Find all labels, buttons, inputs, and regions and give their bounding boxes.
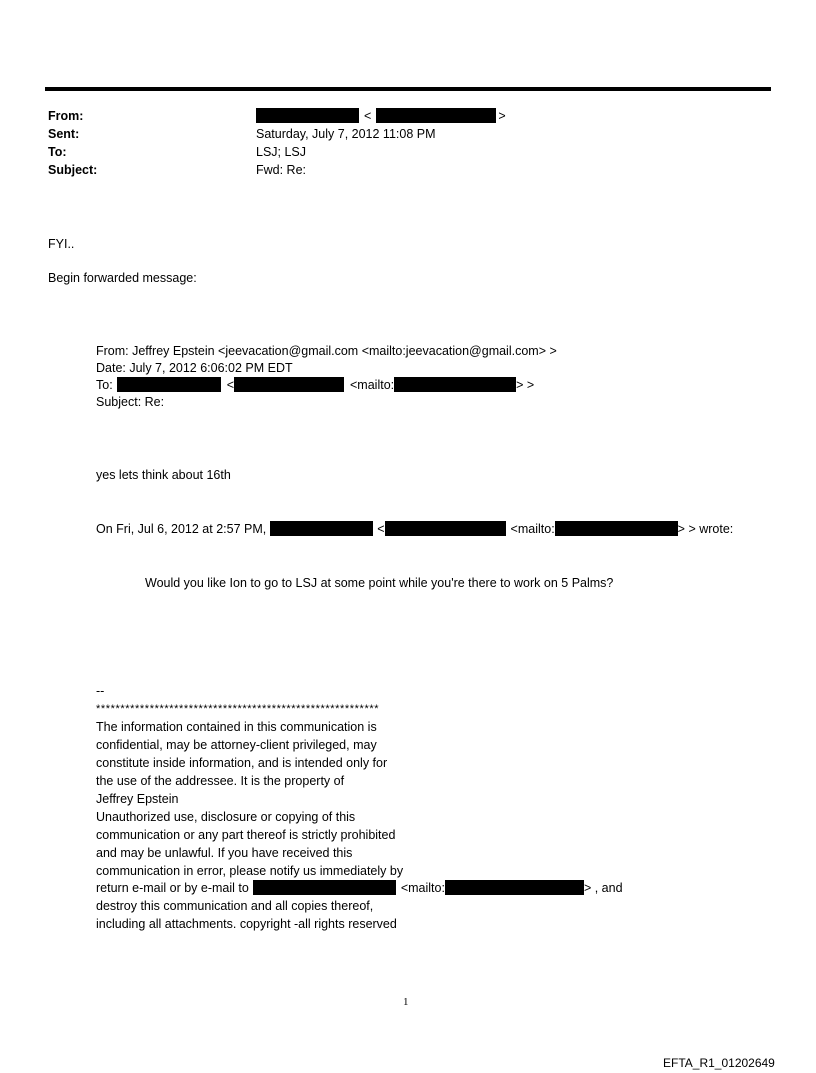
forwarded-to-lt: < bbox=[226, 378, 234, 392]
disclaimer-line: communication in error, please notify us immediately by bbox=[96, 864, 404, 878]
redaction-box bbox=[555, 521, 678, 536]
sent-value: Saturday, July 7, 2012 11:08 PM bbox=[256, 127, 436, 141]
forwarded-to-mailto: <mailto: bbox=[350, 378, 395, 392]
redaction-box bbox=[385, 521, 506, 536]
forwarded-date-line: Date: July 7, 2012 6:06:02 PM EDT bbox=[96, 361, 293, 375]
forwarded-to-end: > > bbox=[516, 378, 535, 392]
from-label: From: bbox=[48, 109, 84, 123]
page-number: 1 bbox=[403, 996, 409, 1008]
quote-prefix: On Fri, Jul 6, 2012 at 2:57 PM, bbox=[96, 522, 267, 536]
quote-mailto: <mailto: bbox=[510, 522, 555, 536]
from-close-bracket: > bbox=[498, 109, 506, 123]
forwarded-subject-line: Subject: Re: bbox=[96, 395, 165, 409]
begin-forwarded-text: Begin forwarded message: bbox=[48, 271, 197, 285]
subject-label: Subject: bbox=[48, 163, 98, 177]
forwarded-from-line: From: Jeffrey Epstein <jeevacation@gmail.com <mailto:jeevacation@gmail.com> > bbox=[96, 344, 557, 358]
signature-dashes: -- bbox=[96, 684, 105, 698]
reply-text: yes lets think about 16th bbox=[96, 468, 231, 482]
return-end: > , and bbox=[583, 881, 623, 895]
redaction-box bbox=[376, 108, 496, 123]
quote-attribution bbox=[96, 521, 733, 537]
redaction-box bbox=[117, 377, 221, 392]
disclaimer-line: confidential, may be attorney-client privileged, may bbox=[96, 738, 377, 752]
return-mailto: <mailto: bbox=[400, 881, 445, 895]
disclaimer-line: constitute inside information, and is intended only for bbox=[96, 756, 388, 770]
disclaimer-line: and may be unlawful. If you have received this bbox=[96, 846, 353, 860]
subject-value: Fwd: Re: bbox=[256, 163, 307, 177]
from-open-bracket: < bbox=[364, 109, 372, 123]
header-rule bbox=[45, 87, 771, 91]
disclaimer-return-line bbox=[96, 880, 623, 896]
redaction-box bbox=[394, 377, 516, 392]
quoted-message: Would you like Ion to go to LSJ at some point while you're there to work on 5 Palms? bbox=[145, 576, 614, 590]
redaction-box bbox=[234, 377, 344, 392]
disclaimer-line: Jeffrey Epstein bbox=[96, 792, 179, 806]
to-label: To: bbox=[48, 145, 67, 159]
forwarded-to-prefix: To: bbox=[96, 378, 113, 392]
redaction-box bbox=[256, 108, 359, 123]
return-prefix: return e-mail or by e-mail to bbox=[96, 881, 249, 895]
disclaimer-line: the use of the addressee. It is the property of bbox=[96, 774, 345, 788]
to-value: LSJ; LSJ bbox=[256, 145, 307, 159]
disclaimer-line: Unauthorized use, disclosure or copying of this bbox=[96, 810, 356, 824]
bates-number: EFTA_R1_01202649 bbox=[663, 1056, 775, 1070]
disclaimer-line: The information contained in this communication is bbox=[96, 720, 377, 734]
sent-label: Sent: bbox=[48, 127, 80, 141]
disclaimer-line: including all attachments. copyright -all rights reserved bbox=[96, 917, 397, 931]
fyi-text: FYI.. bbox=[48, 237, 75, 251]
quote-end: > > wrote: bbox=[677, 522, 734, 536]
disclaimer-line: destroy this communication and all copies thereof, bbox=[96, 899, 374, 913]
from-value bbox=[256, 108, 506, 124]
forwarded-to-line bbox=[96, 377, 534, 393]
redaction-box bbox=[445, 880, 584, 895]
signature-stars: ********************************************************** bbox=[96, 703, 380, 715]
disclaimer-line: communication or any part thereof is strictly prohibited bbox=[96, 828, 396, 842]
quote-lt: < bbox=[377, 522, 385, 536]
redaction-box bbox=[270, 521, 373, 536]
redaction-box bbox=[253, 880, 396, 895]
